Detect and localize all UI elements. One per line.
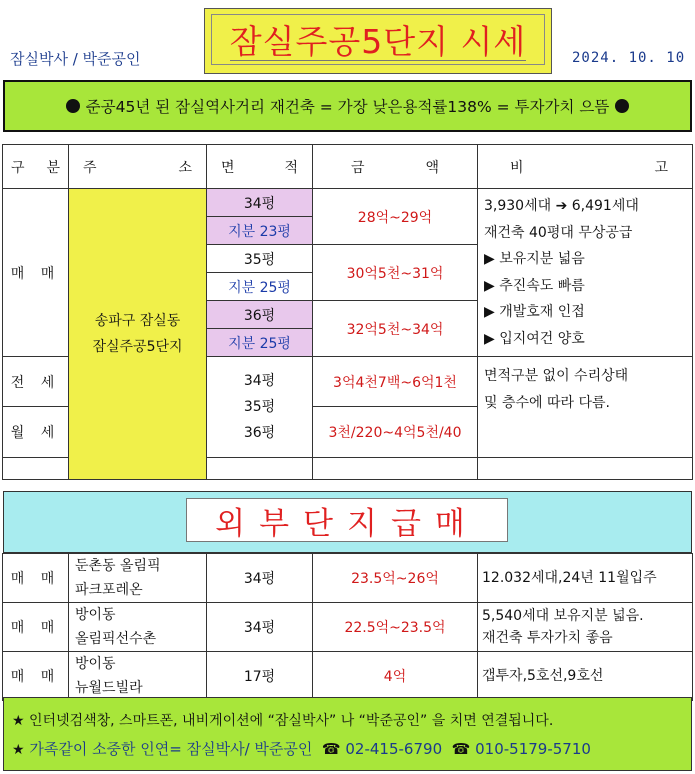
- external-area: 17평: [207, 652, 313, 701]
- external-price: 23.5억~26억: [313, 554, 478, 603]
- page-title: 잠실주공5단지 시세: [229, 22, 527, 61]
- star-icon: ★: [12, 742, 25, 758]
- external-type: 매 매: [3, 652, 69, 701]
- spacer-cell: [478, 458, 693, 480]
- note-line: ▶ 추진속도 빠름: [484, 277, 585, 294]
- note-line: ▶ 보유지분 넓음: [484, 251, 585, 267]
- external-price: 22.5억~23.5억: [313, 603, 478, 652]
- note-line: ▶ 개발호재 인접: [484, 304, 585, 320]
- header-area: 면 적: [207, 145, 313, 189]
- wolse-label: 월 세: [3, 407, 69, 458]
- address-line: 방이동: [75, 607, 116, 623]
- sale-label: 매 매: [3, 189, 69, 357]
- external-note: [478, 603, 693, 652]
- bullet-right-icon: [615, 99, 629, 113]
- external-area: 34평: [207, 603, 313, 652]
- headline-text: 준공45년 된 잠실역사거리 재건축 = 가장 낮은용적률138% = 투자가치 으뜸: [85, 98, 610, 116]
- telephone-icon: ☎: [317, 740, 341, 758]
- header-note: 비 고: [478, 145, 693, 189]
- price-table: [2, 144, 693, 480]
- header-price: 금 액: [313, 145, 478, 189]
- share-cell: 지분 25평: [207, 329, 313, 357]
- telephone-icon: ☎: [446, 740, 471, 758]
- phone-number-2[interactable]: 010-5179-5710: [475, 740, 591, 758]
- rent-note: [478, 357, 693, 458]
- note-line: 재건축 투자가치 좋음: [482, 630, 613, 646]
- rent-areas: [207, 357, 313, 458]
- note-line: 및 층수에 따라 다름.: [484, 394, 610, 411]
- note-line: 면적구분 없이 수리상태: [484, 368, 629, 384]
- bullet-left-icon: [66, 99, 80, 113]
- address-line: 뉴월드빌라: [75, 680, 143, 696]
- address-line: 파크포레온: [75, 582, 143, 598]
- office-name: 잠실박사 / 박준공인: [10, 50, 141, 68]
- footer-banner: [3, 697, 692, 771]
- external-address: [69, 554, 207, 603]
- table-row: [3, 554, 693, 603]
- table-header-row: [3, 145, 693, 189]
- main-address: [69, 189, 207, 480]
- header-address: 주 소: [69, 145, 207, 189]
- title-underline: [230, 60, 526, 61]
- share-cell: 지분 23평: [207, 217, 313, 245]
- note-line: 5,540세대 보유지분 넓음.: [482, 608, 644, 624]
- headline-banner: [3, 80, 692, 132]
- table-row: [3, 652, 693, 701]
- price-cell: 28억~29억: [313, 189, 478, 245]
- footer-text: 인터넷검색창, 스마트폰, 내비게이션에 “잠실박사” 나 “박준공인” 을 치면 연결됩니다.: [29, 713, 554, 729]
- area-cell: 35평: [207, 245, 313, 273]
- address-line2: 잠실주공5단지: [92, 339, 183, 355]
- price-cell: 32억5천~34억: [313, 301, 478, 357]
- table-row: [3, 189, 693, 217]
- footer-line2: [12, 738, 591, 759]
- table-row: [3, 603, 693, 652]
- external-type: 매 매: [3, 603, 69, 652]
- area-cell: 34평: [207, 189, 313, 217]
- area-cell: 36평: [207, 301, 313, 329]
- external-address: [69, 652, 207, 701]
- title-box: [204, 8, 552, 74]
- title-frame: [211, 14, 545, 65]
- note-line: 12.032세대,24년 11월입주: [482, 569, 657, 586]
- spacer-cell: [3, 458, 69, 480]
- external-note: [478, 554, 693, 603]
- external-table: [2, 553, 693, 701]
- footer-slogan: 가족같이 소중한 인연= 잠실박사/ 박준공인: [29, 740, 313, 758]
- external-address: [69, 603, 207, 652]
- share-cell: 지분 25평: [207, 273, 313, 301]
- note-line: 3,930세대 ➔ 6,491세대: [484, 198, 639, 214]
- sale-notes: [478, 189, 693, 357]
- note-line: ▶ 입지여건 양호: [484, 330, 585, 347]
- rent-area: 35평: [243, 399, 276, 415]
- jeonse-label: 전 세: [3, 357, 69, 407]
- address-line: 방이동: [75, 656, 116, 672]
- external-price: 4억: [313, 652, 478, 701]
- address-line: 둔촌동 올림픽: [75, 558, 161, 574]
- phone-number-1[interactable]: 02-415-6790: [345, 740, 443, 758]
- rent-area: 36평: [243, 425, 276, 441]
- external-area: 34평: [207, 554, 313, 603]
- spacer-cell: [313, 458, 478, 480]
- header: [0, 0, 695, 80]
- report-date: 2024. 10. 10: [572, 50, 686, 66]
- jeonse-price: 3억4천7백~6억1천: [313, 357, 478, 407]
- rent-area: 34평: [243, 373, 276, 389]
- external-title-box: [186, 498, 508, 542]
- external-banner: [3, 491, 692, 553]
- note-line: 갭투자,5호선,9호선: [482, 667, 604, 684]
- price-cell: 30억5천~31억: [313, 245, 478, 301]
- external-note: [478, 652, 693, 701]
- address-line: 올림픽선수촌: [75, 631, 157, 647]
- header-gubun: 구 분: [3, 145, 69, 189]
- star-icon: ★: [12, 713, 25, 729]
- wolse-price: 3천/220~4억5천/40: [313, 407, 478, 458]
- external-title: 외부단지급매: [215, 505, 479, 542]
- spacer-cell: [207, 458, 313, 480]
- external-type: 매 매: [3, 554, 69, 603]
- address-line1: 송파구 잠실동: [94, 313, 181, 329]
- note-line: 재건축 40평대 무상공급: [484, 224, 633, 241]
- footer-line1: [12, 710, 553, 730]
